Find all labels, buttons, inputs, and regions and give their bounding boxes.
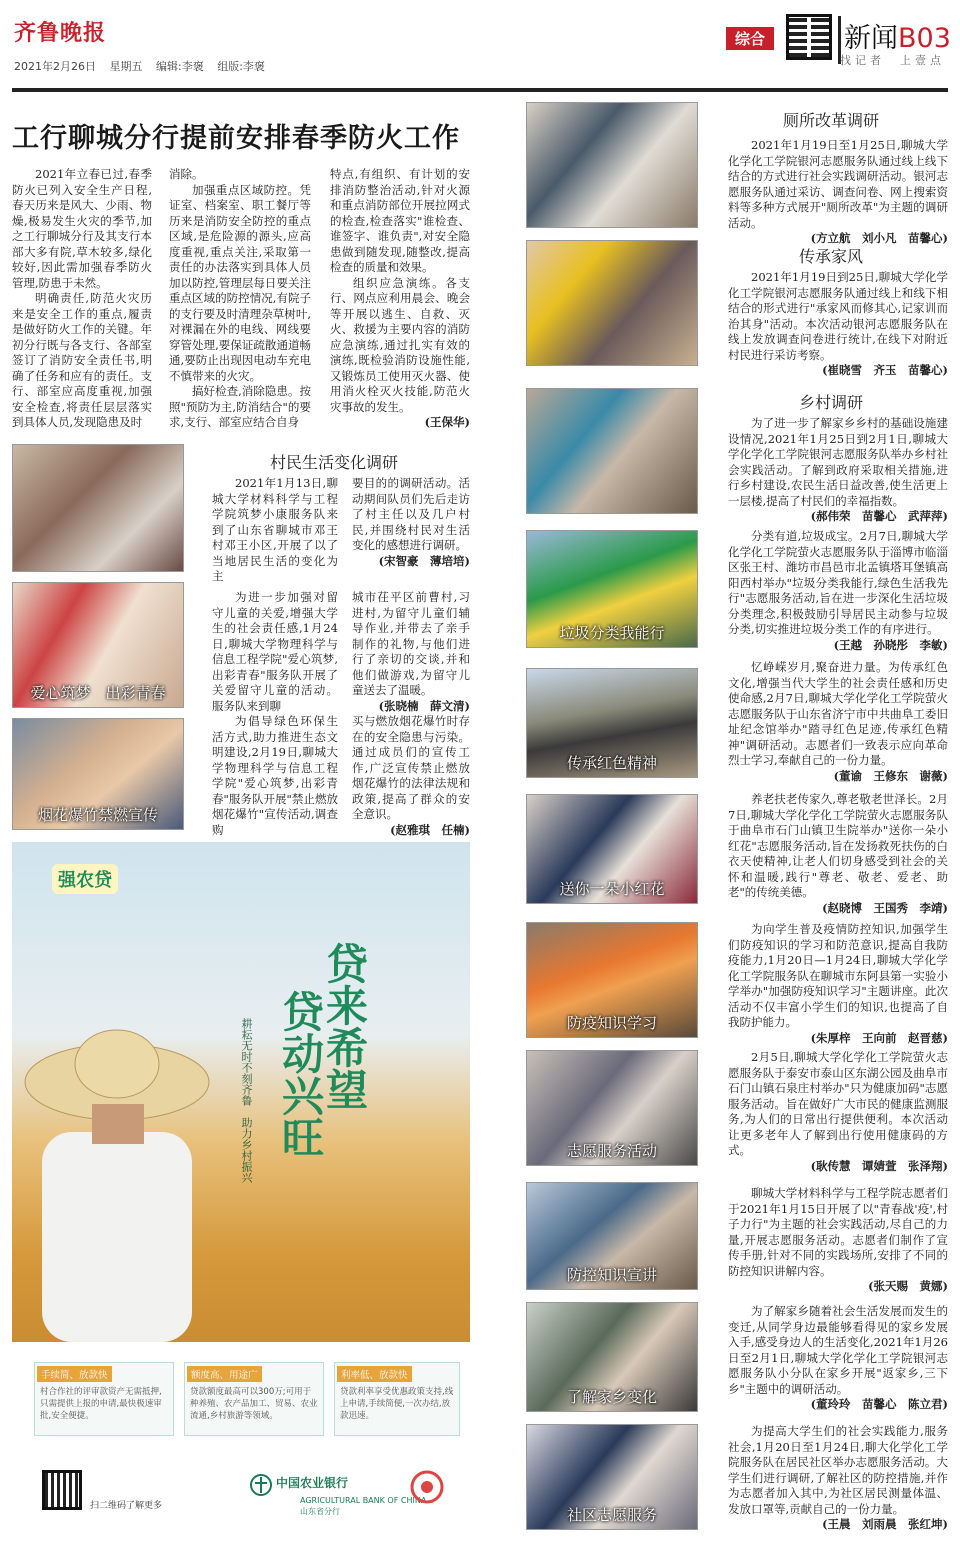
reporter-slogan: 找记者 上壹点 [840, 54, 945, 67]
photo-caption: 爱心筑梦 出彩青春 [30, 684, 166, 702]
article-paragraph: 为了解家乡随着社会生活发展而发生的变迁,从同学身边最能够看得见的家乡发展入手,感受身边人的生活变化,2021年1月26日至2月1日,聊城大学化学化工学院银河志愿服务队小分队在家乡开展"返家乡,三下乡"主题中的调研活动。 [728, 1304, 948, 1396]
section-name: 新闻 [844, 23, 898, 54]
lead-byline: (王保华) [424, 415, 470, 429]
village-text [352, 590, 470, 714]
article-paragraph: 为向学生普及疫情防控知识,加强学生们防疫知识的学习和防范意识,提高自我防疫能力,1月20日—1月24日,聊城大学化学化工学院服务队在聊城市东阿县第一实验小学举办"加强防疫知识学习"主题讲座。此次活动不仅丰富小学生们的知识,也提高了自我防护能力。 [728, 922, 948, 1029]
bank-name-english: AGRICULTURAL BANK OF CHINA [300, 1496, 427, 1505]
village-paragraph: 买与燃放烟花爆竹时存在的安全隐患与污染。通过成员们的宣传工作,广泛宣传禁止燃放烟花爆竹的法律法规和政策,提高了群众的安全意识。 [352, 714, 470, 821]
photo-rural-survey [526, 388, 698, 514]
epidemic-article [728, 922, 948, 1046]
photo-fireworks-ban [12, 718, 184, 830]
ad-feature-text: 贷款利率享受优惠政策支持,线上申请,手续简便,一次办结,放款迅速。 [340, 1387, 454, 1421]
lead-paragraph: 明确责任,防范火灾历来是安全工作的重点,履责是做好防火工作的关键。年初分行既与各支行、各部室签订了消防安全责任书,明确了任务和应有的责任。支行、部室应高度重视,加强安全检查,将责任层层落实到具体人员,发现隐患及时 [12, 291, 152, 429]
newspaper-logo: 齐鲁晚报 [14, 20, 107, 46]
community-article [728, 1424, 948, 1533]
village-paragraph: 为进一步加强对留守儿童的关爱,增强大学生的社会责任感,1月24日,聊城大学物理科学与信息工程学院"爱心筑梦,出彩青春"服务队开展了关爱留守儿童的活动。服务队来到聊 [212, 590, 338, 713]
lead-paragraph: 2021年立春已过,春季防火已列入安全生产日程,春天历来是风大、少雨、物燥,极易发生火灾的季节,加之工行聊城分行及其支行本部大多有院,草木较多,绿化较好,因此需加强春季防火管理,防患于未然。 [12, 167, 152, 290]
photo-left-behind-children [12, 582, 184, 708]
ad-feature-box [34, 1362, 174, 1436]
volunteer-article [728, 1050, 948, 1174]
masthead-rule [12, 88, 948, 92]
article-byline: (方立航 刘小凡 苗馨心) [810, 231, 948, 245]
article-byline: (郝伟荣 苗馨心 武萍萍) [810, 509, 948, 523]
photo-prevention-lecture [526, 1182, 698, 1290]
ad-feature-heading: 利率低、放款快 [337, 1366, 412, 1382]
ad-slogan-secondary: 贷动兴旺 [276, 990, 325, 1158]
photo-caption: 志愿服务活动 [566, 1142, 657, 1160]
photo-toilet-survey [526, 102, 698, 228]
bank-branch: 山东省分行 [300, 1507, 340, 1516]
article-byline: (董谕 王修东 谢薇) [833, 768, 948, 783]
dateline [14, 58, 275, 74]
article-paragraph: 2021年1月19日到25日,聊城大学化学化工学院银河志愿服务队通过线上和线下相结合的形式进行"承家风而修其心,记家训而治其身"活动。本次活动银河志愿服务队在线上发放调查问卷进行统计,在线下对附近村民进行采访考察。 [728, 270, 948, 362]
ad-product-logo: 强农贷 [52, 864, 118, 894]
layout-credit: 组版:李褒 [217, 60, 265, 73]
village-text [212, 590, 338, 714]
photo-caption: 传承红色精神 [566, 754, 657, 772]
photo-caption: 防控知识宣讲 [566, 1266, 657, 1284]
bank-advertisement[interactable] [12, 842, 470, 1528]
village-paragraph: 为倡导绿色环保生活方式,助力推进生态文明建设,2月19日,聊城大学物理科学与信息工程学院"爱心筑梦,出彩青春"服务队开展"禁止燃放烟花爆竹"宣传活动,调查购 [212, 714, 338, 837]
rural-article [728, 416, 948, 525]
village-text [212, 714, 338, 838]
editor-credit: 编辑:李褒 [156, 60, 204, 73]
lead-column-2 [169, 167, 311, 431]
garbage-article [728, 529, 948, 653]
photo-red-spirit [526, 668, 698, 778]
article-paragraph: 为提高大学生们的社会实践能力,服务社会,1月20日至1月24日,聊大化学化工学院服务队在居民社区举办志愿服务活动。大学生们进行调研,了解社区的防控措施,并作为志愿者加入其中,为社区居民测量体温、发放口罩等,贡献自己的一份力量。 [728, 1424, 948, 1516]
article-paragraph: 养老扶老传家久,尊老敬老世泽长。2月7日,聊城大学化学化工学院萤火志愿服务队于曲阜市石门山镇卫生院举办"送你一朵小红花"志愿服务活动,旨在发扬救死扶伤的白衣天使精神,让老人们切身感受到社会的关怀和温暖,践行"尊老、敬老、爱老、助老"的传统美德。 [728, 792, 948, 899]
toilet-article [728, 138, 948, 247]
section-title [844, 16, 951, 55]
red-article [728, 660, 948, 784]
photo-caption: 送你一朵小红花 [559, 880, 665, 898]
flower-article [728, 792, 948, 916]
lead-column-3 [330, 167, 470, 431]
village-headline: 村民生活变化调研 [269, 453, 398, 472]
photo-caption: 垃圾分类我能行 [559, 624, 665, 642]
ad-feature-box [184, 1362, 324, 1436]
photo-hometown-change [526, 1302, 698, 1412]
photo-caption: 了解家乡变化 [566, 1388, 657, 1406]
article-byline: (王晨 刘雨晨 张红坤) [822, 1517, 948, 1531]
section-tag: 综合 [726, 27, 774, 50]
village-paragraph: 城市茌平区前曹村,习进村,为留守儿童们辅导作业,并带去了亲手制作的礼物,与他们进行了亲切的交谈,并和他们做游戏,为留守儿童送去了温暖。 [352, 590, 470, 697]
ad-feature-text: 贷款额度最高可以300万;可用于种养殖、农产品加工、贸易、农业流通,乡村旅游等领域。 [190, 1387, 318, 1421]
village-byline: (宋智豪 薄培培) [378, 553, 470, 568]
village-byline: (张晓楠 薛文清) [378, 698, 470, 713]
article-paragraph: 2021年1月19日至1月25日,聊城大学化学化工学院银河志愿服务队通过线上线下结合的方式进行社会实践调研活动。银河志愿服务队通过采访、调查问卷、网上搜索资料等多种方式展开"厕所改革"为主题的调研活动。 [728, 138, 948, 230]
issue-date: 2021年2月26日 [14, 60, 96, 73]
family-headline: 传承家风 [798, 247, 863, 266]
ad-feature-heading: 额度高、用途广 [187, 1366, 262, 1382]
village-paragraph: 2021年1月13日,聊城大学材料科学与工程学院筑梦小康服务队来到了山东省聊城市邓王村邓王小区,开展了以了当地居民生活的变化为主 [212, 476, 338, 583]
lead-paragraph: 消除。 [169, 167, 204, 181]
hometown-article [728, 1304, 948, 1413]
village-paragraph: 要目的的调研活动。活动期间队员们先后走访了村主任以及几户村民,并围绕村民对生活变化的感想进行调研。 [352, 476, 470, 552]
lead-paragraph: 加强重点区域防控。凭证室、档案室、职工餐厅等历来是消防安全防控的重点区域,是危险源的源头,应高度重视,重点关注,采取第一责任的办法落实到具体人员加以防控,管理层每日要关注重点区域的防控情况,有院子的支行要及时清理杂草树叶,对裸漏在外的电线、网线要穿管处理,要保证疏散通道畅通,要防止出现因电动车充电不慎带来的火灾。 [169, 182, 311, 383]
photo-community-service [526, 1424, 698, 1530]
article-paragraph: 忆峥嵘岁月,聚奋进力量。为传承红色文化,增强当代大学生的社会责任感和历史使命感,2月7日,聊城大学化学化工学院萤火志愿服务队于山东省济宁市中共曲阜工委旧址纪念馆举办"踏寻红色足迹,传承红色精神"调研活动。志愿者们一致表示应向革命烈士学习,奉献自己的一份力量。 [728, 660, 948, 767]
photo-epidemic-knowledge [526, 922, 698, 1038]
photo-village-visit [12, 444, 184, 572]
village-byline: (赵雅琪 任楠) [390, 822, 470, 837]
photo-garbage-sorting [526, 530, 698, 648]
rural-headline: 乡村调研 [798, 393, 863, 412]
lead-paragraph: 特点,有组织、有计划的安排消防整治活动,针对火源和重点消防部位开展拉网式的检查,检查落实"谁检查、谁签字、谁负责",对安全隐患做到随发现,随整改,提高检查的质量和效果。 [330, 167, 470, 274]
bank-name: 中国农业银行 [276, 1476, 349, 1490]
family-article [728, 270, 948, 379]
ad-feature-box [334, 1362, 460, 1436]
page-number: B03 [898, 23, 951, 54]
photo-little-red-flower [526, 794, 698, 904]
article-byline: (赵晓博 王国秀 李靖) [822, 900, 948, 915]
ad-qr-code-icon[interactable] [42, 1470, 82, 1510]
farmer-illustration [22, 1012, 212, 1342]
village-text [352, 714, 470, 838]
lead-paragraph: 搞好检查,消除隐患。按照"预防为主,防消结合"的要求,支行、部室应结合自身 [169, 384, 311, 429]
toilet-headline: 厕所改革调研 [782, 111, 879, 130]
article-byline: (崔晓雪 齐玉 苗馨心) [822, 363, 948, 377]
issue-weekday: 星期五 [109, 60, 143, 73]
photo-family-tradition [526, 240, 698, 366]
article-byline: (张天赐 黄娜) [868, 1279, 948, 1293]
article-byline: (耿传慧 谭婧萱 张泽翔) [810, 1158, 948, 1173]
ad-qr-caption: 扫二维码了解更多 [90, 1501, 163, 1511]
photo-caption: 社区志愿服务 [566, 1506, 657, 1524]
article-paragraph: 2月5日,聊城大学化学化工学院萤火志愿服务队于泰安市泰山区东湖公园及曲阜市石门山镇石泉庄村举办"只为健康加码"志愿服务活动。旨在做好广大市民的健康监测服务,为人们的日常出行提供便利。本次活动让更多老年人了解到出行使用健康码的方式。 [728, 1050, 948, 1157]
village-text [212, 476, 338, 585]
qr-code-icon[interactable] [786, 14, 832, 60]
article-paragraph: 为了进一步了解家乡乡村的基础设施建设情况,2021年1月25日到2月1日,聊城大学化学化工学院银河志愿服务队举办乡村社会实践活动。了解到政府采取相关措施,进行乡村建设,农民生活日益改善,使生活更上一层楼,提高了村民们的幸福指数。 [728, 416, 948, 508]
article-byline: (董玲玲 苗馨心 陈立君) [810, 1397, 948, 1411]
article-paragraph: 分类有道,垃圾成宝。2月7日,聊城大学化学化工学院萤火志愿服务队于淄博市临淄区张王村、潍坊市昌邑市北孟镇塔耳堡镇高阳西村举办"垃圾分类我能行,绿色生活我先行"志愿服务活动,旨在进一步深化生活垃圾分类理念,积极鼓励引导居民主动参与垃圾分类,切实推进垃圾分类工作的有序进行。 [728, 529, 948, 636]
ad-feature-text: 村合作社的评审款资产无需抵押,只需提供上报的申请,最快极速审批,安全便捷。 [40, 1387, 162, 1421]
lead-headline: 工行聊城分行提前安排春季防火工作 [12, 123, 460, 154]
article-byline: (朱厚梓 王向前 赵晋慈) [810, 1030, 948, 1045]
village-text [352, 476, 470, 569]
photo-caption: 烟花爆竹禁燃宣传 [37, 806, 158, 824]
prevention-article [728, 1186, 948, 1295]
bank-logo-icon [250, 1474, 272, 1496]
article-paragraph: 聊城大学材料科学与工程学院志愿者们于2021年1月15日开展了以"青春战'疫',村子力行"为主题的社会实践活动,尽自己的力量,开展志愿服务活动。志愿者们制作了宣传手册,针对不同的实践场所,安排了不同的防控知识讲解内容。 [728, 1186, 948, 1278]
guarantee-logo-icon [410, 1470, 444, 1504]
lead-paragraph: 组织应急演练。各支行、网点应利用晨会、晚会等开展以逃生、自救、灭火、救援为主要内容的消防应急演练,通过扎实有效的演练,既检验消防设施性能,又锻炼员工使用灭火器、使用消火栓灭火技能,防范火灾事故的发生。 [330, 275, 470, 414]
article-byline: (王越 孙晓彤 李敏) [833, 637, 948, 652]
photo-caption: 防疫知识学习 [566, 1014, 657, 1032]
ad-slogan-primary: 贷来希望 [320, 942, 369, 1110]
ad-tagline: 耕耘无时不刻齐鲁 助力乡村振兴 [240, 1018, 253, 1183]
photo-volunteer-activity [526, 1050, 698, 1166]
lead-column-1 [12, 167, 152, 431]
ad-feature-heading: 手续简、放款快 [37, 1366, 112, 1382]
